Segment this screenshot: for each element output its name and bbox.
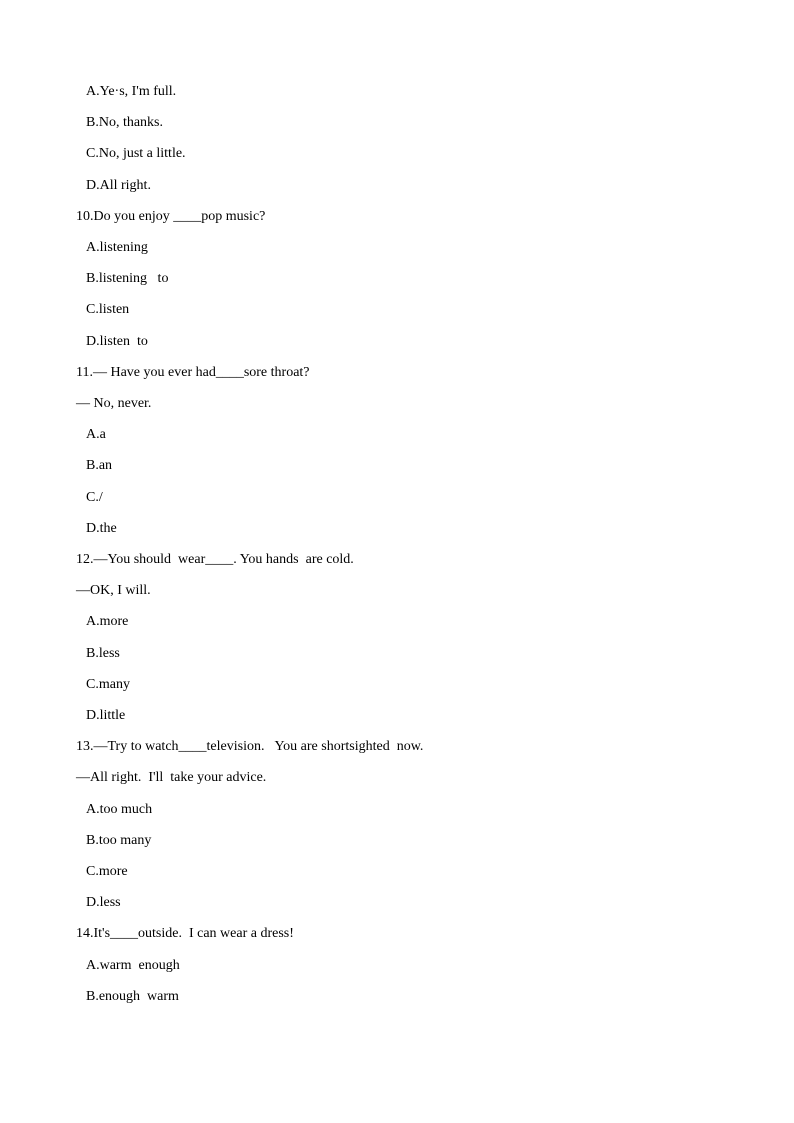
option-9d: D.All right. <box>86 178 151 193</box>
option-12b: B.less <box>86 646 120 661</box>
option-11a: A.a <box>86 427 106 442</box>
option-14b: B.enough warm <box>86 989 179 1004</box>
option-11b: B.an <box>86 458 113 473</box>
option-13a: A.too much <box>86 802 153 817</box>
option-9a: A.Ye·s, I'm full. <box>86 84 177 99</box>
option-14a: A.warm enough <box>86 958 180 973</box>
option-12a: A.more <box>86 614 129 629</box>
question-13: 13.—Try to watch____television. You are shortsighted now. <box>76 739 424 754</box>
question-10: 10.Do you enjoy ____pop music? <box>76 209 266 224</box>
dialogue-12-reply: —OK, I will. <box>76 583 151 598</box>
option-10c: C.listen <box>86 302 130 317</box>
option-10a: A.listening <box>86 240 148 255</box>
option-13b: B.too many <box>86 833 152 848</box>
option-13d: D.less <box>86 895 121 910</box>
option-9c: C.No, just a little. <box>86 146 186 161</box>
option-12c: C.many <box>86 677 130 692</box>
dialogue-11-reply: — No, never. <box>76 396 152 411</box>
dialogue-13-reply: —All right. I'll take your advice. <box>76 770 267 785</box>
option-10b: B.listening to <box>86 271 169 286</box>
question-12: 12.—You should wear____. You hands are cold. <box>76 552 354 567</box>
option-10d: D.listen to <box>86 334 148 349</box>
option-13c: C.more <box>86 864 128 879</box>
option-9b: B.No, thanks. <box>86 115 163 130</box>
option-11d: D.the <box>86 521 117 536</box>
option-11c: C./ <box>86 490 103 505</box>
question-14: 14.It's____outside. I can wear a dress! <box>76 926 294 941</box>
option-12d: D.little <box>86 708 126 723</box>
question-11: 11.— Have you ever had____sore throat? <box>76 365 310 380</box>
